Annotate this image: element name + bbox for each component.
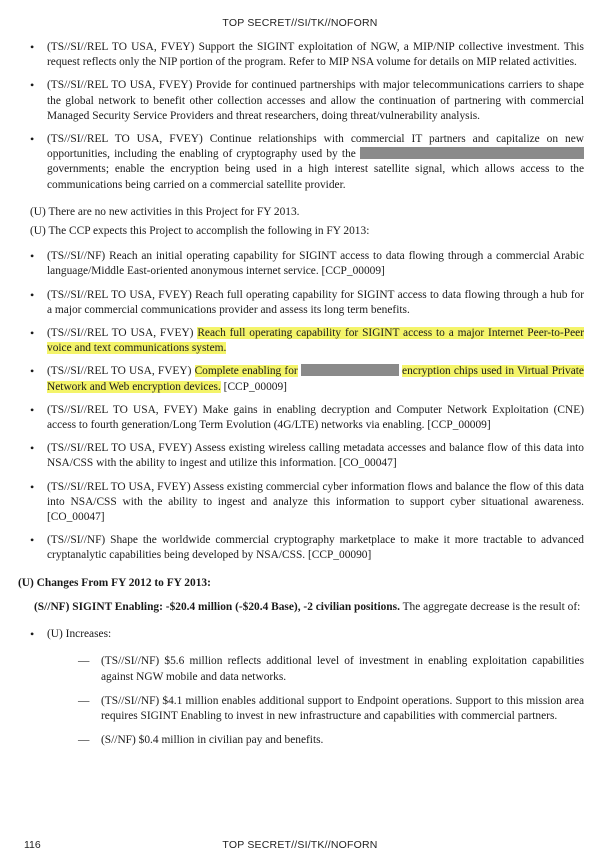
list-item: • (TS//SI//NF) Shape the worldwide commercial cryptography marketplace to make it more tractable to advanced cryptanalytic capabilities being developed by NSA/CSS. [CCP_00090] (18, 533, 584, 563)
dash-list-increases (18, 654, 584, 748)
paragraph-no-new-activities: (U) There are no new activities in this Project for FY 2013. (30, 205, 300, 218)
list-item-text: governments; enable the encryption being used in a high interest satellite signal, which allows access to the communications being carried on a commercial satellite provider. (47, 163, 584, 191)
section-heading-changes: (U) Changes From FY 2012 to FY 2013: (18, 576, 211, 589)
list-item-text: (TS//SI//REL TO USA, FVEY) (47, 327, 194, 340)
list-item-text: (TS//SI//REL TO USA, FVEY) Continue relationships with commercial IT partners and capitalize on new opportunities, including the enabling of cryptography used by the (47, 133, 584, 161)
enabling-rest: The aggregate decrease is the result of: (402, 600, 581, 613)
header-classification: TOP SECRET//SI/TK//NOFORN (222, 17, 378, 29)
dash-item: — (TS//SI//NF) $4.1 million enables additional support to Endpoint operations. Support to this mission area requires SIGINT Enabling to invest in new infrastructure and capabilities with commercial partners. (18, 694, 584, 724)
list-item-text: [CCP_00009] (223, 380, 287, 393)
highlighted-text: Complete enabling for (194, 365, 298, 378)
page-body (18, 40, 584, 748)
page-number: 116 (24, 839, 41, 851)
bullet-list-increases (18, 627, 584, 642)
list-item: • (TS//SI//REL TO USA, FVEY) Reach full operating capability for SIGINT access to data flowing through a hub for a major commercial communications provider and assess its long term benefits. (18, 288, 584, 318)
bullet-list-fy2013 (18, 249, 584, 563)
list-item: • (TS//SI//NF) Reach an initial operating capability for SIGINT access to data flowing through a commercial Arabic language/Middle East-oriented anonymous internet service. [CCP_00009] (18, 249, 584, 279)
list-item (18, 364, 584, 394)
redaction-box (360, 147, 584, 159)
list-item: • (TS//SI//REL TO USA, FVEY) Support the SIGINT exploitation of NGW, a MIP/NIP collective investment. This request reflects only the NIP portion of the program. Refer to MIP NSA volume for details on MIP related activities. (18, 40, 584, 70)
redaction-box (301, 364, 399, 376)
paragraph-ccp-expects: (U) The CCP expects this Project to accomplish the following in FY 2013: (30, 225, 370, 238)
paragraph-sigint-enabling (18, 600, 584, 615)
dash-item: — (S//NF) $0.4 million in civilian pay and benefits. (18, 733, 584, 748)
list-item (18, 326, 584, 356)
list-item: • (TS//SI//REL TO USA, FVEY) Provide for continued partnerships with major telecommunications carriers to shape the global network to benefit other collection accesses and allow the continuation of partnering with commercial Managed Security Service Providers and threat researchers, doing threat/vulnerability analysis. (18, 78, 584, 124)
list-item (18, 132, 584, 193)
highlighted-text: encryption chips used in Virtual Private Network and Web encryption devices. (47, 365, 584, 393)
list-item-increases: • (U) Increases: (18, 627, 584, 642)
list-item: • (TS//SI//REL TO USA, FVEY) Make gains in enabling decryption and Computer Network Exploitation (CNE) access to fourth generation/Long Term Evolution (4G/LTE) networks via enabling. [CCP_00009] (18, 403, 584, 433)
highlighted-text: Reach full operating capability for SIGINT access to a major Internet Peer-to-Peer voice and text communications system. (47, 327, 584, 355)
list-item: • (TS//SI//REL TO USA, FVEY) Assess existing commercial cyber information flows and balance the flow of this data into NSA/CSS with the ability to ingest and analyze this information to support cyber situational awareness. [CO_00047] (18, 480, 584, 526)
footer-classification: TOP SECRET//SI/TK//NOFORN (222, 839, 378, 851)
list-item: • (TS//SI//REL TO USA, FVEY) Assess existing wireless calling metadata accesses and balance flow of this data into NSA/CSS with the ability to ingest and utilize this information. [CO_00047] (18, 441, 584, 471)
bullet-list-program (18, 40, 584, 193)
dash-item: — (TS//SI//NF) $5.6 million reflects additional level of investment in enabling exploitation capabilities against NGW mobile and data networks. (18, 654, 584, 684)
list-item-text: (TS//SI//REL TO USA, FVEY) (47, 365, 192, 378)
enabling-summary: (S//NF) SIGINT Enabling: -$20.4 million (-$20.4 Base), -2 civilian positions. (34, 600, 400, 613)
